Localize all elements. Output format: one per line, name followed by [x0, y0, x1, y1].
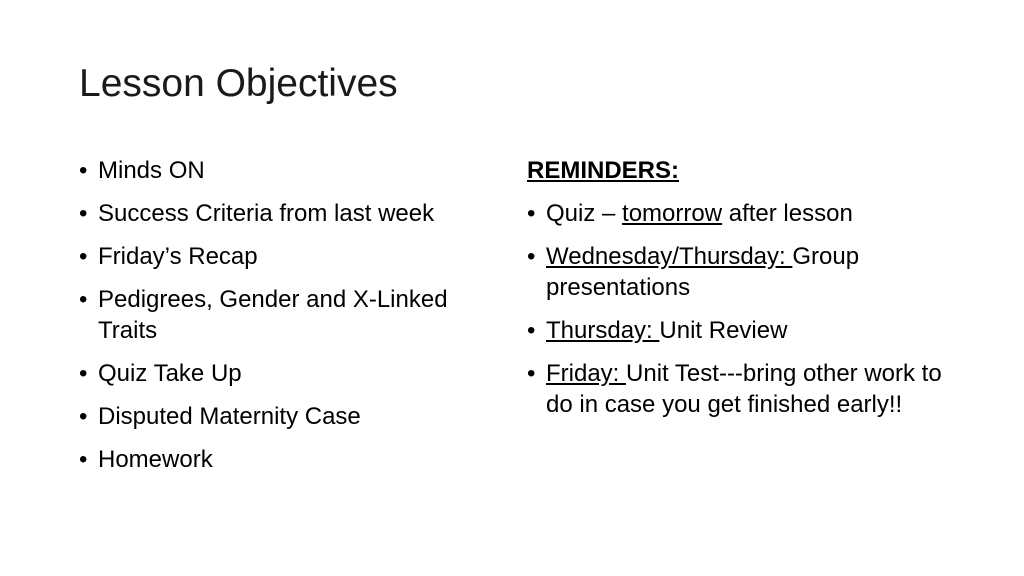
objective-text: Disputed Maternity Case: [98, 403, 361, 430]
reminders-heading: REMINDERS:: [527, 157, 680, 184]
reminders-column: [527, 155, 947, 432]
objectives-column: [79, 155, 499, 487]
bullet-icon: •: [79, 403, 88, 430]
bullet-icon: •: [79, 200, 88, 227]
reminders-list: [527, 198, 947, 420]
reminder-underlined: Wednesday/Thursday:: [546, 243, 793, 270]
reminder-rest: Unit Test---bring other work to do in case you get finished early!!: [546, 360, 942, 418]
list-item: [527, 241, 947, 303]
reminder-rest: Group presentations: [546, 243, 860, 301]
list-item: [79, 241, 499, 272]
bullet-icon: •: [527, 200, 536, 227]
bullet-icon: •: [527, 243, 536, 270]
objective-text: Quiz Take Up: [98, 360, 242, 387]
reminder-prefix: Quiz –: [546, 200, 623, 227]
list-item: [79, 155, 499, 186]
list-item: [79, 401, 499, 432]
reminder-underlined: tomorrow: [622, 200, 723, 227]
list-item: [527, 198, 947, 229]
list-item: [79, 358, 499, 389]
reminder-underlined: Friday:: [546, 360, 627, 387]
bullet-icon: •: [527, 360, 536, 387]
bullet-icon: •: [79, 157, 88, 184]
list-item: [79, 284, 499, 346]
bullet-icon: •: [527, 317, 536, 344]
list-item: [527, 315, 947, 346]
objective-text: Success Criteria from last week: [98, 200, 435, 227]
bullet-icon: •: [79, 243, 88, 270]
objective-text: Pedigrees, Gender and X-Linked Traits: [98, 286, 448, 344]
bullet-icon: •: [79, 360, 88, 387]
reminder-rest: Unit Review: [659, 317, 788, 344]
bullet-icon: •: [79, 446, 88, 473]
objective-text: Friday’s Recap: [98, 243, 258, 270]
reminder-rest: after lesson: [722, 200, 853, 227]
list-item: [79, 444, 499, 475]
list-item: [79, 198, 499, 229]
slide-title: Lesson Objectives: [79, 62, 398, 105]
objective-text: Minds ON: [98, 157, 205, 184]
bullet-icon: •: [79, 286, 88, 313]
list-item: [527, 358, 947, 420]
objective-text: Homework: [98, 446, 213, 473]
reminder-underlined: Thursday:: [546, 317, 660, 344]
objectives-list: [79, 155, 499, 475]
